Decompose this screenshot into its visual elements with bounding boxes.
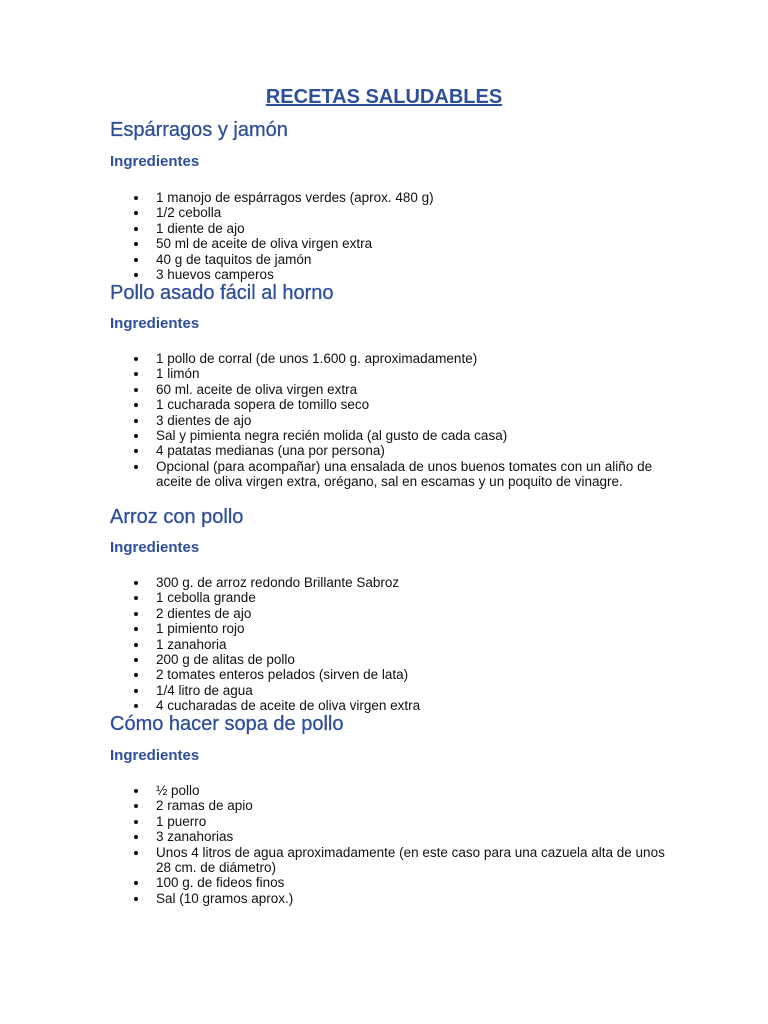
ingredients-heading: Ingredientes: [110, 315, 200, 332]
ingredient-item: 2 tomates enteros pelados (sirven de lata): [110, 667, 670, 682]
ingredient-item: 3 zanahorias: [110, 829, 670, 844]
ingredient-item: 100 g. de fideos finos: [110, 875, 670, 890]
ingredient-item: 2 ramas de apio: [110, 798, 670, 813]
ingredient-item: 1 puerro: [110, 814, 670, 829]
ingredient-item: 200 g de alitas de pollo: [110, 652, 670, 667]
ingredients-heading: Ingredientes: [110, 153, 200, 170]
ingredient-item: Opcional (para acompañar) una ensalada de unos buenos tomates con un aliño de aceite de oliva virgen extra, orégano, sal en escamas y un poquito de vinagre.: [110, 459, 670, 490]
recipe-section: [110, 280, 670, 490]
ingredient-item: 40 g de taquitos de jamón: [110, 252, 670, 267]
ingredient-item: 1 zanahoria: [110, 637, 670, 652]
ingredient-item: 50 ml de aceite de oliva virgen extra: [110, 236, 670, 251]
recipe-title: Pollo asado fácil al horno: [110, 282, 334, 304]
ingredient-item: Sal y pimienta negra recién molida (al gusto de cada casa): [110, 428, 670, 443]
ingredient-item: 1 diente de ajo: [110, 221, 670, 236]
ingredients-heading: Ingredientes: [110, 539, 200, 556]
recipe-title: Espárragos y jamón: [110, 119, 288, 141]
ingredients-list: [110, 575, 670, 714]
page-title: RECETAS SALUDABLES: [265, 86, 503, 108]
recipe-title: Cómo hacer sopa de pollo: [110, 713, 344, 735]
ingredient-item: 1/4 litro de agua: [110, 683, 670, 698]
ingredients-list: [110, 783, 670, 906]
ingredient-item: 1 cebolla grande: [110, 590, 670, 605]
ingredient-item: 1 cucharada sopera de tomillo seco: [110, 397, 670, 412]
recipe-title: Arroz con pollo: [110, 506, 244, 528]
ingredient-item: ½ pollo: [110, 783, 670, 798]
recipe-section: [110, 504, 670, 714]
ingredient-item: 3 huevos camperos: [110, 267, 670, 282]
recipe-section: [110, 711, 670, 906]
ingredient-item: Sal (10 gramos aprox.): [110, 891, 670, 906]
ingredient-item: 3 dientes de ajo: [110, 413, 670, 428]
ingredient-item: 60 ml. aceite de oliva virgen extra: [110, 382, 670, 397]
ingredients-list: [110, 351, 670, 490]
ingredient-item: 2 dientes de ajo: [110, 606, 670, 621]
ingredient-item: Unos 4 litros de agua aproximadamente (en este caso para una cazuela alta de unos 28 cm. de diámetro): [110, 845, 670, 876]
ingredient-item: 4 cucharadas de aceite de oliva virgen extra: [110, 698, 670, 713]
ingredient-item: 4 patatas medianas (una por persona): [110, 443, 670, 458]
ingredient-item: 1 manojo de espárragos verdes (aprox. 480 g): [110, 190, 670, 205]
ingredients-heading: Ingredientes: [110, 747, 200, 764]
ingredient-item: 300 g. de arroz redondo Brillante Sabroz: [110, 575, 670, 590]
recipe-section: [110, 117, 670, 283]
ingredient-item: 1 limón: [110, 366, 670, 381]
ingredients-list: [110, 190, 670, 282]
ingredient-item: 1 pimiento rojo: [110, 621, 670, 636]
ingredient-item: 1/2 cebolla: [110, 205, 670, 220]
ingredient-item: 1 pollo de corral (de unos 1.600 g. aproximadamente): [110, 351, 670, 366]
